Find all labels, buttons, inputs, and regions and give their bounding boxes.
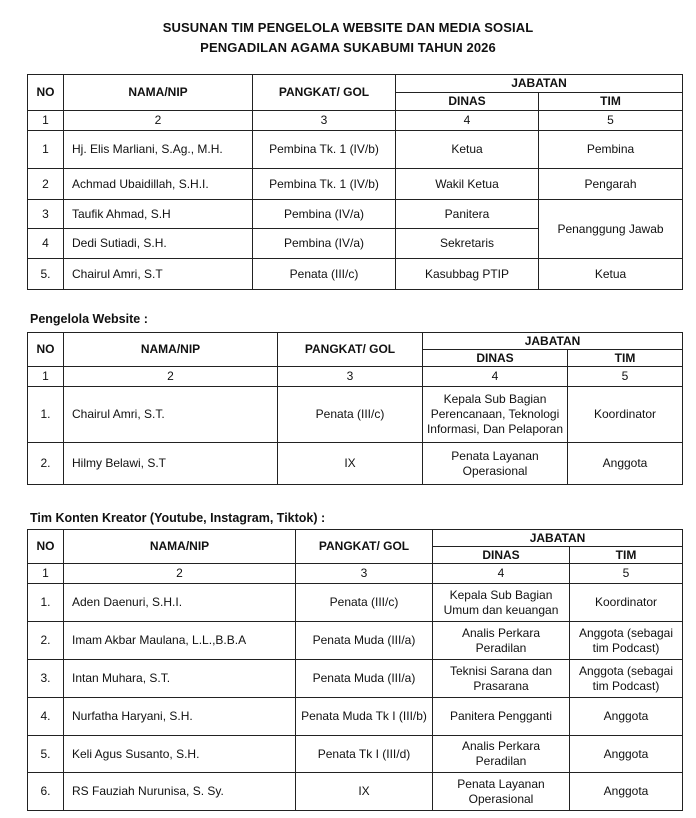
row-no: 3 bbox=[28, 200, 64, 229]
row-dinas: Penata Layanan Operasional bbox=[423, 443, 568, 485]
row-no: 1. bbox=[28, 387, 64, 443]
row-dinas: Wakil Ketua bbox=[396, 169, 539, 200]
row-pangkat: Penata Muda (III/a) bbox=[296, 622, 433, 660]
row-tim: Anggota bbox=[570, 773, 683, 811]
row-tim: Koordinator bbox=[570, 584, 683, 622]
header-tim: TIM bbox=[568, 350, 683, 367]
column-number: 4 bbox=[423, 367, 568, 387]
column-number: 2 bbox=[64, 111, 253, 131]
header-nama: NAMA/NIP bbox=[64, 530, 296, 564]
column-number: 1 bbox=[28, 564, 64, 584]
row-dinas: Panitera Pengganti bbox=[433, 698, 570, 736]
column-number: 1 bbox=[28, 367, 64, 387]
row-pangkat: Pembina (IV/a) bbox=[253, 200, 396, 229]
row-tim: Pembina bbox=[539, 131, 683, 169]
row-no: 2 bbox=[28, 169, 64, 200]
document-title-line2: PENGADILAN AGAMA SUKABUMI TAHUN 2026 bbox=[200, 40, 496, 55]
row-dinas: Kepala Sub Bagian Perencanaan, Teknologi Informasi, Dan Pelaporan bbox=[423, 387, 568, 443]
row-nama: Hj. Elis Marliani, S.Ag., M.H. bbox=[64, 131, 253, 169]
column-number: 2 bbox=[64, 367, 278, 387]
document-title-line1: SUSUNAN TIM PENGELOLA WEBSITE DAN MEDIA SOSIAL bbox=[162, 20, 534, 35]
row-pangkat: Pembina Tk. 1 (IV/b) bbox=[253, 131, 396, 169]
table-row bbox=[28, 200, 683, 229]
table-row bbox=[28, 773, 683, 811]
table-row bbox=[28, 622, 683, 660]
row-no: 2. bbox=[28, 443, 64, 485]
row-tim: Anggota (sebagai tim Podcast) bbox=[570, 660, 683, 698]
table-row bbox=[28, 660, 683, 698]
column-number: 2 bbox=[64, 564, 296, 584]
row-pangkat: Penata (III/c) bbox=[253, 259, 396, 290]
header-pangkat: PANGKAT/ GOL bbox=[278, 333, 423, 367]
table-row bbox=[28, 584, 683, 622]
header-jabatan: JABATAN bbox=[423, 333, 683, 350]
column-number: 4 bbox=[433, 564, 570, 584]
row-tim: Penanggung Jawab bbox=[539, 200, 683, 259]
header-tim: TIM bbox=[539, 93, 683, 111]
header-tim: TIM bbox=[570, 547, 683, 564]
header-no: NO bbox=[28, 333, 64, 367]
row-no: 2. bbox=[28, 622, 64, 660]
row-dinas: Panitera bbox=[396, 200, 539, 229]
table-row bbox=[28, 169, 683, 200]
header-dinas: DINAS bbox=[396, 93, 539, 111]
row-dinas: Analis Perkara Peradilan bbox=[433, 622, 570, 660]
row-tim: Anggota bbox=[570, 736, 683, 773]
row-dinas: Teknisi Sarana dan Prasarana bbox=[433, 660, 570, 698]
row-tim: Pengarah bbox=[539, 169, 683, 200]
header-no: NO bbox=[28, 75, 64, 111]
row-tim: Anggota bbox=[570, 698, 683, 736]
header-nama: NAMA/NIP bbox=[64, 75, 253, 111]
row-nama: Keli Agus Susanto, S.H. bbox=[64, 736, 296, 773]
table-row bbox=[28, 131, 683, 169]
header-pangkat: PANGKAT/ GOL bbox=[296, 530, 433, 564]
table-row bbox=[28, 736, 683, 773]
header-pangkat: PANGKAT/ GOL bbox=[253, 75, 396, 111]
header-dinas: DINAS bbox=[423, 350, 568, 367]
column-number: 3 bbox=[296, 564, 433, 584]
column-number: 5 bbox=[568, 367, 683, 387]
column-number: 3 bbox=[278, 367, 423, 387]
header-dinas: DINAS bbox=[433, 547, 570, 564]
column-number: 3 bbox=[253, 111, 396, 131]
column-number: 5 bbox=[570, 564, 683, 584]
table-row bbox=[28, 698, 683, 736]
row-dinas: Penata Layanan Operasional bbox=[433, 773, 570, 811]
row-pangkat: Penata Tk I (III/d) bbox=[296, 736, 433, 773]
row-no: 4 bbox=[28, 229, 64, 259]
row-pangkat: IX bbox=[278, 443, 423, 485]
row-pangkat: Pembina (IV/a) bbox=[253, 229, 396, 259]
header-jabatan: JABATAN bbox=[433, 530, 683, 547]
row-nama: Aden Daenuri, S.H.I. bbox=[64, 584, 296, 622]
row-dinas: Sekretaris bbox=[396, 229, 539, 259]
row-tim: Anggota bbox=[568, 443, 683, 485]
row-dinas: Kepala Sub Bagian Umum dan keuangan bbox=[433, 584, 570, 622]
main-team-table bbox=[27, 74, 683, 290]
row-nama: Achmad Ubaidillah, S.H.I. bbox=[64, 169, 253, 200]
row-pangkat: Penata Muda (III/a) bbox=[296, 660, 433, 698]
row-nama: Dedi Sutiadi, S.H. bbox=[64, 229, 253, 259]
row-pangkat: Penata Muda Tk I (III/b) bbox=[296, 698, 433, 736]
row-dinas: Ketua bbox=[396, 131, 539, 169]
row-pangkat: Penata (III/c) bbox=[296, 584, 433, 622]
row-tim: Ketua bbox=[539, 259, 683, 290]
row-no: 1 bbox=[28, 131, 64, 169]
column-number: 4 bbox=[396, 111, 539, 131]
row-nama: Taufik Ahmad, S.H bbox=[64, 200, 253, 229]
content-creator-table bbox=[27, 529, 683, 811]
row-nama: Intan Muhara, S.T. bbox=[64, 660, 296, 698]
row-no: 3. bbox=[28, 660, 64, 698]
header-no: NO bbox=[28, 530, 64, 564]
website-team-table bbox=[27, 332, 683, 485]
header-jabatan: JABATAN bbox=[396, 75, 683, 93]
row-no: 1. bbox=[28, 584, 64, 622]
table-row bbox=[28, 443, 683, 485]
row-dinas: Kasubbag PTIP bbox=[396, 259, 539, 290]
row-nama: Chairul Amri, S.T bbox=[64, 259, 253, 290]
column-number: 1 bbox=[28, 111, 64, 131]
row-no: 6. bbox=[28, 773, 64, 811]
row-nama: Chairul Amri, S.T. bbox=[64, 387, 278, 443]
row-pangkat: IX bbox=[296, 773, 433, 811]
row-pangkat: Pembina Tk. 1 (IV/b) bbox=[253, 169, 396, 200]
section-label-website: Pengelola Website : bbox=[30, 312, 148, 326]
row-nama: Hilmy Belawi, S.T bbox=[64, 443, 278, 485]
row-nama: RS Fauziah Nurunisa, S. Sy. bbox=[64, 773, 296, 811]
row-no: 5. bbox=[28, 259, 64, 290]
row-no: 4. bbox=[28, 698, 64, 736]
table-row bbox=[28, 387, 683, 443]
row-pangkat: Penata (III/c) bbox=[278, 387, 423, 443]
column-number: 5 bbox=[539, 111, 683, 131]
row-nama: Imam Akbar Maulana, L.L.,B.B.A bbox=[64, 622, 296, 660]
row-tim: Anggota (sebagai tim Podcast) bbox=[570, 622, 683, 660]
row-dinas: Analis Perkara Peradilan bbox=[433, 736, 570, 773]
row-nama: Nurfatha Haryani, S.H. bbox=[64, 698, 296, 736]
table-row bbox=[28, 259, 683, 290]
row-tim: Koordinator bbox=[568, 387, 683, 443]
header-nama: NAMA/NIP bbox=[64, 333, 278, 367]
section-label-content-creator: Tim Konten Kreator (Youtube, Instagram, Tiktok) : bbox=[30, 511, 326, 525]
row-no: 5. bbox=[28, 736, 64, 773]
